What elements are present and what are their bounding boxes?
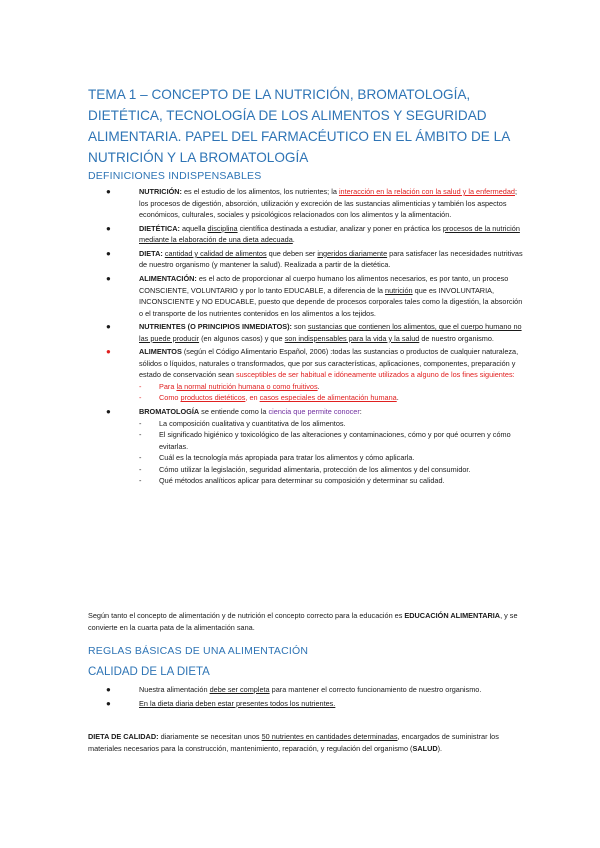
definition-text: . xyxy=(292,235,295,245)
sub-list-item xyxy=(139,392,526,404)
bold-phrase: EDUCACIÓN ALIMENTARIA xyxy=(404,611,501,620)
sub-item-text: Como xyxy=(159,393,181,403)
sub-item-text: Para xyxy=(159,381,177,391)
underlined-phrase: sustancias que contienen los alimentos, que el cuerpo humano no las puede producir xyxy=(139,322,522,343)
paragraph-text: , y se convierte en la cuarta pata de la alimentación sana. xyxy=(88,611,518,632)
definition-text: aquella xyxy=(179,223,208,233)
underlined-phrase: disciplina xyxy=(207,223,238,233)
list-item-bromatologia xyxy=(106,406,526,487)
summary-paragraph xyxy=(88,610,518,633)
list-item-rule xyxy=(106,684,526,696)
term-label: ALIMENTACIÓN: xyxy=(139,274,197,284)
list-item-rule xyxy=(106,698,526,710)
paragraph-text: diariamente se necesitan unos xyxy=(158,732,262,741)
highlighted-phrase: ciencia que permite conocer xyxy=(268,407,360,417)
underlined-phrase: son indispensables para la vida y la salud xyxy=(284,333,420,343)
bullet-dot-icon: ● xyxy=(106,685,111,694)
list-item-alimentos xyxy=(106,346,526,404)
dash-icon: - xyxy=(139,381,142,391)
term-label: ALIMENTOS xyxy=(139,347,182,357)
term-label: DIETA DE CALIDAD: xyxy=(88,732,159,741)
highlighted-phrase: productos dietéticos xyxy=(180,393,246,403)
underlined-phrase: 50 nutrientes en cantidades determinadas xyxy=(261,732,398,741)
highlighted-phrase: susceptibles de ser habitual e idóneamente utilizados a alguno de los fines siguientes: xyxy=(235,370,515,380)
definition-text: son xyxy=(291,322,308,332)
definition-text: que es INVOLUNTARIA, INCONSCIENTE y NO EDUCABLE, puesto que depende de procesos corporales tales como la digestión, la absorción o el transporte de los nutrientes contenidos en los alimentos a los tejidos. xyxy=(139,285,523,318)
sub-list-item xyxy=(139,418,526,430)
term-label: DIETA: xyxy=(139,248,163,258)
bullet-dot-icon: ● xyxy=(106,322,111,332)
dash-icon: - xyxy=(139,430,142,440)
sub-list-item xyxy=(139,381,526,393)
list-item-nutrientes xyxy=(106,321,526,344)
definition-text: científica destinada a estudiar, analizar y poner en práctica los xyxy=(237,223,443,233)
sub-item-text: . xyxy=(317,381,320,391)
bullet-dot-icon: ● xyxy=(106,187,111,196)
definition-text: ; los procesos de digestión, absorción, utilización y excreción de las sustancias alimenticias y también los aspectos económicos, culturales, sociales y psicológicos relacionados con los alimentos y la alimentación. xyxy=(139,187,518,219)
definition-text: se entiende como la xyxy=(199,407,269,417)
list-item-nutricion xyxy=(106,186,526,221)
sub-item-text: . xyxy=(396,393,399,403)
definition-text: que deben ser xyxy=(266,248,318,258)
rule-text: para mantener el correcto funcionamiento de nuestro organismo. xyxy=(269,685,482,694)
dieta-calidad-paragraph xyxy=(88,731,518,754)
paragraph-text: Según tanto el concepto de alimentación y de nutrición el concepto correcto para la educación es xyxy=(88,611,405,620)
definitions-list xyxy=(106,186,526,489)
sub-list-item xyxy=(139,452,526,464)
list-item-dietetica xyxy=(106,223,526,246)
term-label: BROMATOLOGÍA xyxy=(139,407,200,417)
underlined-phrase: cantidad y calidad de alimentos xyxy=(164,248,267,258)
document-title: TEMA 1 – CONCEPTO DE LA NUTRICIÓN, BROMATOLOGÍA, DIETÉTICA, TECNOLOGÍA DE LOS ALIMENTOS Y SEGURIDAD ALIMENTARIA. PAPEL DEL FARMACÉUTICO EN EL ÁMBITO DE LA NUTRICIÓN Y LA BROMATOLOGÍA xyxy=(88,87,510,165)
term-label: NUTRIENTES (O PRINCIPIOS INMEDIATOS): xyxy=(139,322,292,332)
paragraph-text: ). xyxy=(437,743,443,753)
bold-phrase: SALUD xyxy=(412,743,438,753)
definition-text: es el estudio de los alimentos, los nutrientes; la xyxy=(181,187,339,196)
definition-text: (en algunos casos) y que xyxy=(199,333,285,343)
sub-list-bromatologia xyxy=(139,418,526,487)
list-item-alimentacion xyxy=(106,273,526,319)
underlined-phrase: ingeridos diariamente xyxy=(317,248,388,258)
underlined-phrase: En la dieta diaria deben estar presentes todos los nutrientes. xyxy=(139,698,336,708)
highlighted-phrase: casos especiales de alimentación humana xyxy=(259,393,397,403)
bullet-dot-icon: ● xyxy=(106,407,111,417)
highlighted-phrase: la normal nutrición humana o como fruitivos xyxy=(176,381,318,391)
list-item-dieta xyxy=(106,248,526,271)
definition-text: : xyxy=(359,407,362,417)
bullet-dot-icon: ● xyxy=(106,248,111,258)
sub-item-text: Cómo utilizar la legislación, seguridad alimentaria, protección de los alimentos y del consumidor. xyxy=(159,464,471,474)
dash-icon: - xyxy=(139,418,142,428)
sub-item-text: Qué métodos analíticos aplicar para determinar su composición y determinar su calidad. xyxy=(159,476,445,486)
underlined-phrase: nutrición xyxy=(385,285,413,295)
section-heading-calidad: CALIDAD DE LA DIETA xyxy=(88,666,210,678)
dash-icon: - xyxy=(139,464,142,474)
highlighted-phrase: interacción en la relación con la salud y la enfermedad xyxy=(338,187,515,196)
bullet-dot-icon: ● xyxy=(106,274,111,284)
term-label: DIETÉTICA: xyxy=(139,223,180,233)
sub-item-text: La composición cualitativa y cuantitativa de los alimentos. xyxy=(159,418,346,428)
rule-text: Nuestra alimentación xyxy=(139,685,210,694)
sub-list-alimentos xyxy=(139,381,526,404)
dash-icon: - xyxy=(139,393,142,403)
sub-list-item xyxy=(139,475,526,487)
sub-list-item xyxy=(139,429,526,452)
sub-list-item xyxy=(139,464,526,476)
dash-icon: - xyxy=(139,453,142,463)
dash-icon: - xyxy=(139,476,142,486)
bullet-dot-icon: ● xyxy=(106,698,111,708)
paragraph-text: , encargados de suministrar los materiales necesarios para la construcción, mantenimiento, reparación, y regulación del organismo ( xyxy=(88,732,499,753)
section-heading-reglas: REGLAS BÁSICAS DE UNA ALIMENTACIÓN xyxy=(88,645,309,657)
underlined-phrase: debe ser completa xyxy=(209,685,270,694)
sub-item-text: Cuál es la tecnología más apropiada para tratar los alimentos y cómo aplicarla. xyxy=(159,453,415,463)
sub-item-text: El significado higiénico y toxicológico de las alteraciones y contaminaciones, cómo y por qué ocurren y cómo evitarlas. xyxy=(159,430,511,451)
bullet-dot-icon: ● xyxy=(106,347,111,357)
definition-text: (según el Código Alimentario Español, 2006) :todas las sustancias o productos de cualquier naturaleza, sólidos o líquidos, naturales o transformados, que por sus características, aplicaciones, componentes, preparación y estado de conservación sean xyxy=(139,347,519,380)
underlined-phrase: procesos de la nutrición mediante la elaboración de una dieta adecuada xyxy=(139,223,520,245)
definition-text: es el acto de proporcionar al cuerpo humano los alimentos necesarios, es por tanto, un proceso CONSCIENTE, VOLUNTARIO y por lo tanto EDUCABLE, a diferencia de la xyxy=(139,274,509,295)
sub-item-text: , en xyxy=(245,393,260,403)
rules-list xyxy=(106,684,526,711)
bullet-dot-icon: ● xyxy=(106,223,111,233)
definition-text: de nuestro organismo. xyxy=(419,333,494,343)
section-heading-definiciones: DEFINICIONES INDISPENSABLES xyxy=(88,170,262,182)
definition-text: para satisfacer las necesidades nutritivas de nuestro organismo (y mantener la salud). Realizada a partir de la dietética. xyxy=(139,248,523,270)
term-label: NUTRICIÓN: xyxy=(139,187,182,196)
